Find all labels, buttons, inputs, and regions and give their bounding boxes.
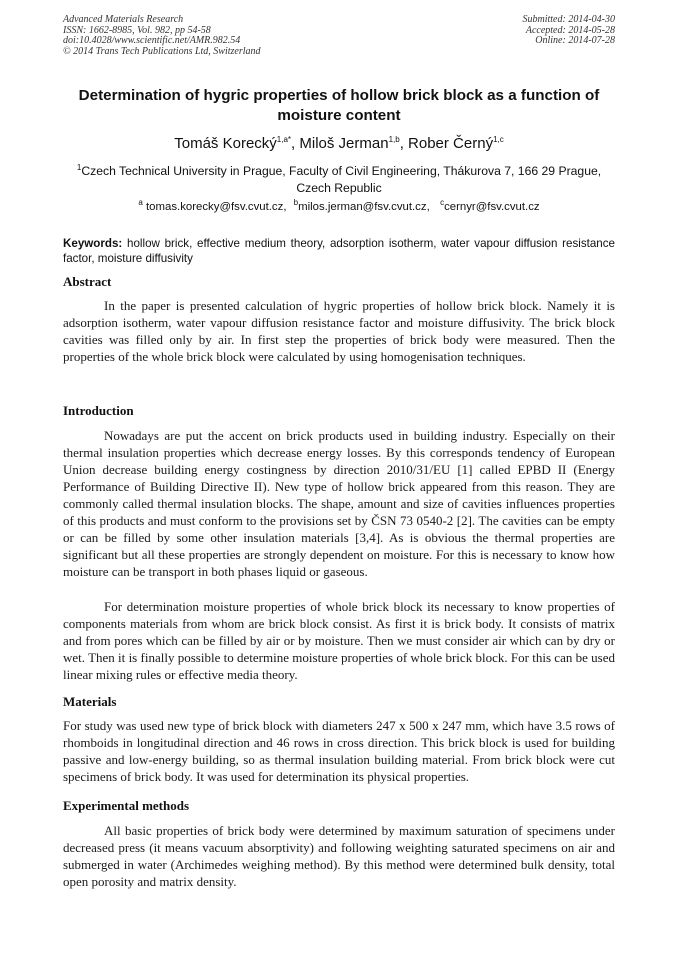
- abstract-paragraph: In the paper is presented calculation of hygric properties of hollow brick block. Namely it is adsorption isotherm, water vapour diffusion resistance factor and moisture diffusivity. The brick block cavities was filled only by air. In first step the properties of brick body were measured. Then the properties of the whole brick block were calculated by using homogenisation techniques.: [63, 298, 615, 364]
- methods-paragraph: All basic properties of brick body were determined by maximum saturation of specimens under decreased press (it means vacuum absorptivity) and following weighting saturated specimens on air and submerged in water (Archimedes weighing method). By this method were determined bulk density, total open porosity and matrix density.: [63, 823, 615, 889]
- paper-title: Determination of hygric properties of hollow brick block as a function of moisture content: [78, 87, 600, 124]
- section-heading-materials: Materials: [63, 694, 117, 709]
- author-name: Rober Černý: [408, 135, 494, 152]
- journal-info: [63, 15, 261, 57]
- email-link[interactable]: cernyr@fsv.cvut.cz: [444, 201, 540, 213]
- introduction-paragraph-1: Nowadays are put the accent on brick products used in building industry. Especially on their thermal insulation properties which decrease energy losses. By this corresponds tendency of European Union decrease building energy costingness by direction 2010/31/EU [1] called EPBD II (Energy Performance of Building Directive II). New type of hollow brick appeared from this reason. They are commonly called thermal insulation blocks. The shape, amount and size of cavities influences properties of this products and must conform to the provisions set by ČSN 73 0540-2 [2]. The cavities can be empty or can be filled by some other insulation materials [3,4]. As is obvious the thermal properties are significant but all these properties are strongly dependent on moisture. For this is necessary to know how moisture can be transport in both phases liquid or gaseous.: [63, 428, 615, 579]
- email-sup: b: [293, 198, 299, 208]
- keywords-label: Keywords:: [63, 237, 123, 250]
- introduction-paragraph-2: For determination moisture properties of whole brick block its necessary to know properties of components materials from whom are brick block consist. As first it is brick body. It consists of matrix and from pores which can be filled by air or by moisture. Then we must consider air which can by dry or wet. Then it is finally possible to determine moisture properties of whole brick block. For this can be used linear mixing rules or effective media theory.: [63, 599, 615, 682]
- email-list: [63, 200, 615, 215]
- affiliation-sup: 1: [76, 162, 82, 172]
- author-sup: 1,c: [493, 135, 504, 144]
- section-heading-introduction: Introduction: [63, 403, 134, 418]
- author-name: Miloš Jerman: [299, 135, 389, 152]
- author-sup: 1,a*: [276, 135, 292, 144]
- materials-paragraph: For study was used new type of brick block with diameters 247 x 500 x 247 mm, which have 3.5 rows of rhomboids in longitudinal direction and 46 rows in cross direction. This brick block is used for building passive and low-energy building, so as thermal insulation building material. From brick block were cut specimens of brick body. It was used for determination its physical properties.: [63, 718, 615, 784]
- date-online: Online: 2014-07-28: [535, 35, 615, 46]
- email-sup: a: [138, 198, 143, 208]
- author-sup: 1,b: [388, 135, 400, 144]
- section-heading-abstract: Abstract: [63, 274, 112, 289]
- affiliation-text: Czech Technical University in Prague, Faculty of Civil Engineering, Thákurova 7, 166 29 Prague, Czech Republic: [81, 164, 602, 195]
- journal-name: Advanced Materials Research: [63, 14, 184, 25]
- date-submitted: Submitted: 2014-04-30: [522, 14, 615, 25]
- publication-dates: [523, 15, 616, 47]
- journal-copyright: © 2014 Trans Tech Publications Ltd, Switzerland: [63, 45, 261, 57]
- affiliation: [63, 163, 615, 197]
- email-link[interactable]: tomas.korecky@fsv.cvut.cz,: [146, 201, 287, 213]
- keywords: [63, 237, 615, 266]
- section-heading-methods: Experimental methods: [63, 798, 190, 813]
- journal-doi: doi:10.4028/www.scientific.net/AMR.982.54: [63, 35, 241, 46]
- email-link[interactable]: milos.jerman@fsv.cvut.cz,: [298, 201, 430, 213]
- journal-issn: ISSN: 1662-8985, Vol. 982, pp 54-58: [63, 24, 211, 36]
- keywords-text: hollow brick, effective medium theory, adsorption isotherm, water vapour diffusion resistance factor, moisture diffusivity: [63, 237, 615, 265]
- author-name: Tomáš Korecký: [174, 135, 277, 152]
- author-list: Tomáš Korecký$^{1,a*}$, Miloš Jerman$^{1,b}$, Rober Černý$^{1,c}$: [174, 135, 504, 152]
- email-sup: c: [440, 198, 445, 208]
- date-accepted: Accepted: 2014-05-28: [525, 24, 615, 36]
